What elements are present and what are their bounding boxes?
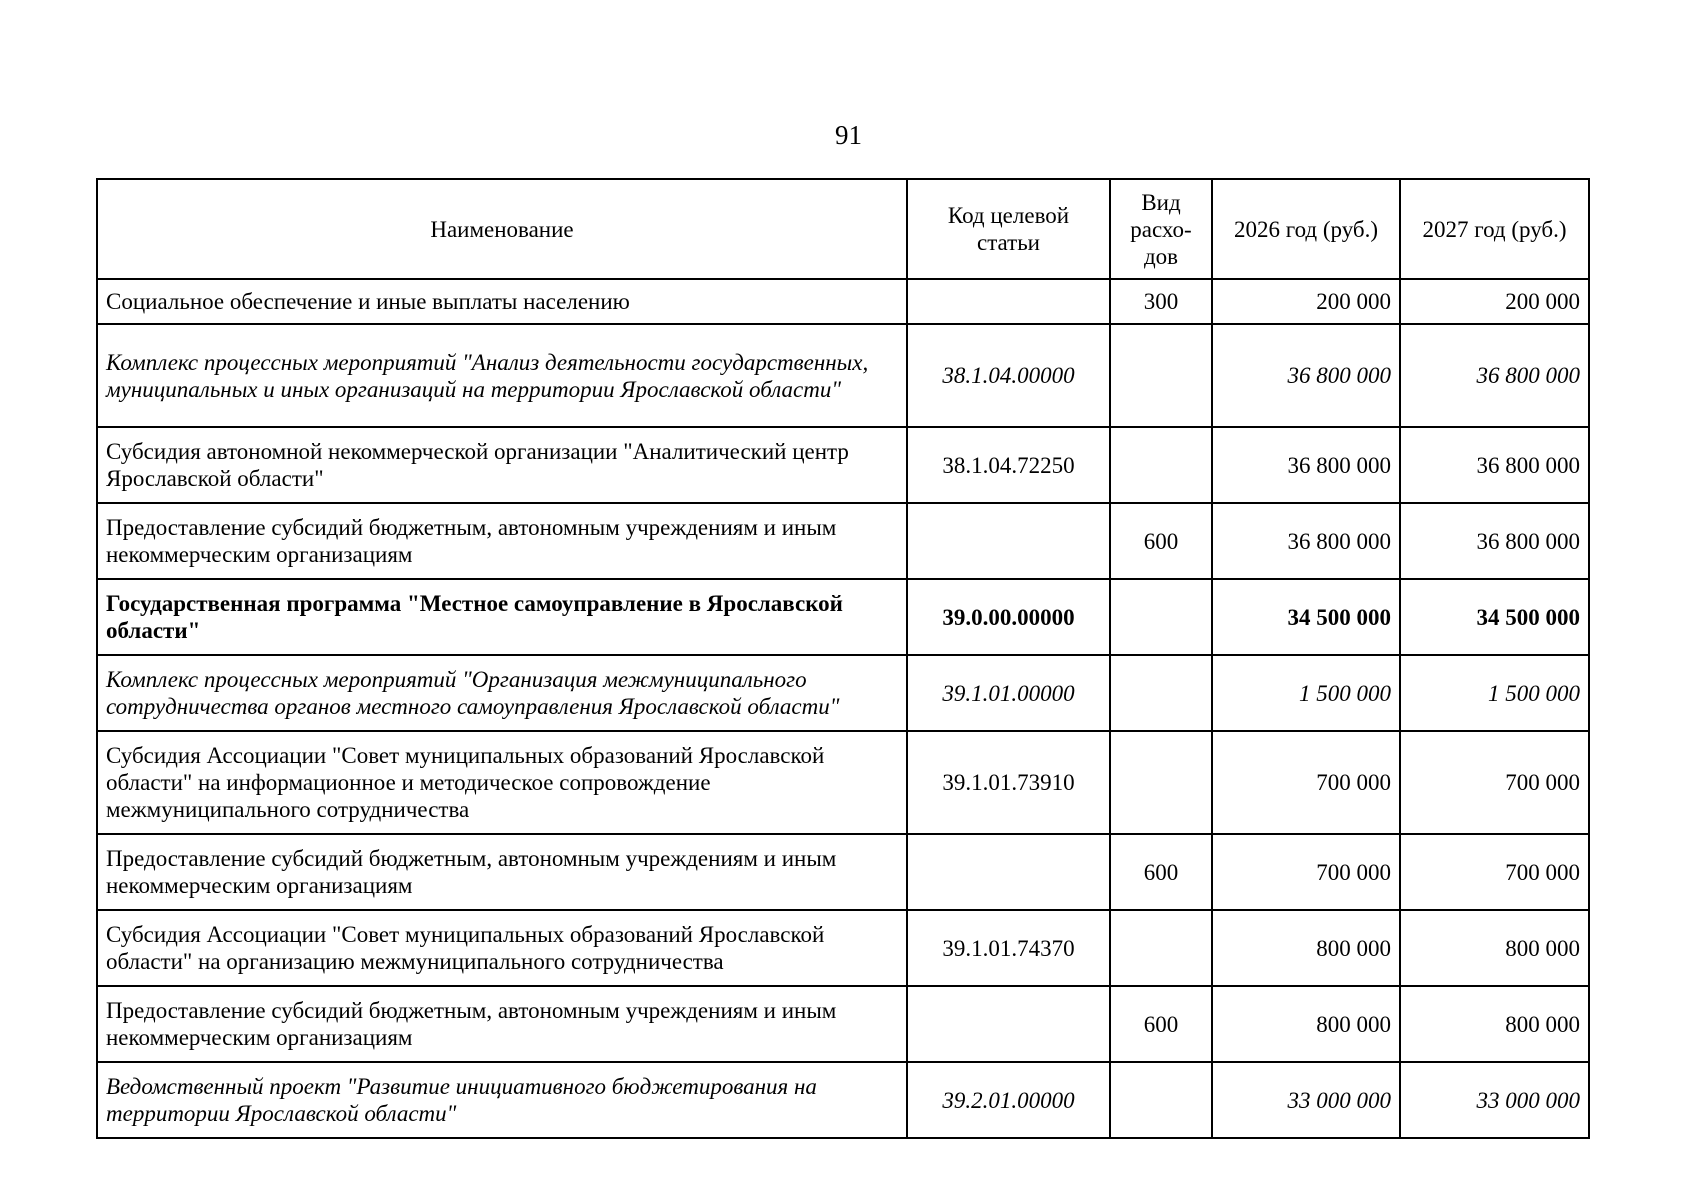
table-row [97,503,1589,579]
row-name: Предоставление субсидий бюджетным, автономным учреждениям и иным некоммерческим организациям [97,834,907,910]
row-2027: 700 000 [1400,731,1589,834]
table-header-row [97,179,1589,279]
header-name: Наименование [97,179,907,279]
table-row [97,427,1589,503]
row-name: Субсидия Ассоциации "Совет муниципальных образований Ярославской области" на организацию межмуниципального сотрудничества [97,910,907,986]
row-code [907,503,1110,579]
row-code: 39.1.01.00000 [907,655,1110,731]
row-name: Социальное обеспечение и иные выплаты населению [97,279,907,324]
table-row [97,279,1589,324]
row-2026: 36 800 000 [1212,427,1400,503]
row-name: Ведомственный проект "Развитие инициативного бюджетирования на территории Ярославской области" [97,1062,907,1138]
row-2027: 800 000 [1400,910,1589,986]
row-code [907,279,1110,324]
row-2026: 1 500 000 [1212,655,1400,731]
row-2026: 36 800 000 [1212,324,1400,427]
row-type [1110,579,1212,655]
row-name: Субсидия автономной некоммерческой организации "Аналитический центр Ярославской области" [97,427,907,503]
row-2027: 33 000 000 [1400,1062,1589,1138]
row-2027: 36 800 000 [1400,503,1589,579]
row-name: Комплекс процессных мероприятий "Анализ деятельности государственных, муниципальных и иных организаций на территории Ярославской области" [97,324,907,427]
row-2027: 34 500 000 [1400,579,1589,655]
row-type: 300 [1110,279,1212,324]
row-2027: 800 000 [1400,986,1589,1062]
row-2026: 34 500 000 [1212,579,1400,655]
row-name: Комплекс процессных мероприятий "Организация межмуниципального сотрудничества органов местного самоуправления Ярославской области" [97,655,907,731]
row-2027: 36 800 000 [1400,427,1589,503]
table-row [97,579,1589,655]
row-2027: 36 800 000 [1400,324,1589,427]
row-name: Субсидия Ассоциации "Совет муниципальных образований Ярославской области" на информационное и методическое сопровождение межмуниципального сотрудничества [97,731,907,834]
row-type: 600 [1110,834,1212,910]
table-row [97,1062,1589,1138]
row-2026: 800 000 [1212,986,1400,1062]
row-2026: 36 800 000 [1212,503,1400,579]
row-code: 39.1.01.74370 [907,910,1110,986]
row-type [1110,427,1212,503]
table-row [97,834,1589,910]
table-row [97,731,1589,834]
row-code [907,986,1110,1062]
row-type [1110,731,1212,834]
budget-table [96,178,1590,1139]
row-2026: 800 000 [1212,910,1400,986]
row-2027: 1 500 000 [1400,655,1589,731]
header-2026: 2026 год (руб.) [1212,179,1400,279]
row-name: Предоставление субсидий бюджетным, автономным учреждениям и иным некоммерческим организациям [97,503,907,579]
row-code: 39.0.00.00000 [907,579,1110,655]
table-row [97,324,1589,427]
row-code: 38.1.04.72250 [907,427,1110,503]
row-type: 600 [1110,986,1212,1062]
row-code: 39.2.01.00000 [907,1062,1110,1138]
row-code: 38.1.04.00000 [907,324,1110,427]
row-code [907,834,1110,910]
row-type [1110,655,1212,731]
row-type: 600 [1110,503,1212,579]
row-name: Предоставление субсидий бюджетным, автономным учреждениям и иным некоммерческим организациям [97,986,907,1062]
table-row [97,986,1589,1062]
row-type [1110,324,1212,427]
table-row [97,910,1589,986]
row-type [1110,910,1212,986]
table-row [97,655,1589,731]
header-code: Код целевой статьи [907,179,1110,279]
row-2027: 700 000 [1400,834,1589,910]
header-2027: 2027 год (руб.) [1400,179,1589,279]
row-code: 39.1.01.73910 [907,731,1110,834]
row-2026: 700 000 [1212,834,1400,910]
row-2027: 200 000 [1400,279,1589,324]
row-name: Государственная программа "Местное самоуправление в Ярославской области" [97,579,907,655]
row-2026: 33 000 000 [1212,1062,1400,1138]
row-type [1110,1062,1212,1138]
row-2026: 700 000 [1212,731,1400,834]
row-2026: 200 000 [1212,279,1400,324]
page-number: 91 [835,120,862,150]
header-type: Вид расхо-дов [1110,179,1212,279]
